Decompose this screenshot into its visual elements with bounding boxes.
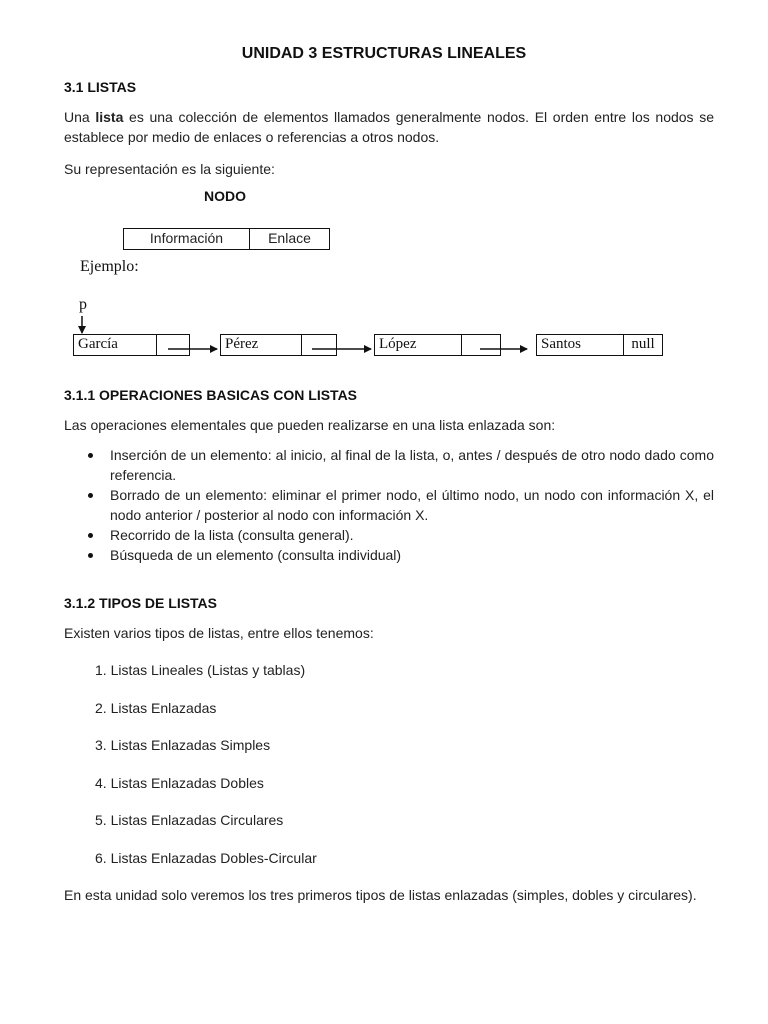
closing-paragraph: En esta unidad solo veremos los tres primeros tipos de listas enlazadas (simples, dobles y circulares).	[64, 887, 697, 903]
node-data: López	[379, 336, 417, 352]
list-item: Recorrido de la lista (consulta general).	[64, 525, 714, 545]
operations-list	[64, 445, 714, 565]
node-null-cell: null	[623, 335, 662, 355]
list-node-3	[374, 334, 501, 356]
node-link-cell	[156, 335, 189, 355]
representation-text: Su representación es la siguiente:	[64, 161, 275, 177]
list-item: 6. Listas Enlazadas Dobles-Circular	[95, 849, 317, 866]
document-title: UNIDAD 3 ESTRUCTURAS LINEALES	[241, 45, 527, 62]
list-item: 1. Listas Lineales (Listas y tablas)	[95, 662, 306, 678]
list-item: Inserción de un elemento: al inicio, al final de la lista, o, antes / después de otro nodo dado como referencia.	[64, 445, 714, 485]
definition-bold-term: lista	[95, 109, 124, 125]
definition-text-end: es una colección de elementos llamados generalmente nodos. El orden entre los nodos se establece por medio de enlaces o referencias a otros nodos.	[64, 109, 715, 145]
nodo-diagram-label: NODO	[204, 188, 246, 204]
pointer-variable-label: p	[79, 296, 87, 313]
nodo-link-field: Enlace	[268, 230, 311, 246]
types-intro: Existen varios tipos de listas, entre ellos tenemos:	[64, 625, 374, 641]
list-item: 3. Listas Enlazadas Simples	[95, 737, 271, 753]
operations-intro: Las operaciones elementales que pueden realizarse en una lista enlazada son:	[64, 417, 556, 433]
example-label: Ejemplo:	[80, 258, 139, 275]
node-data: García	[78, 336, 118, 352]
list-node-4	[536, 334, 663, 356]
nodo-info-field: Información	[124, 229, 250, 249]
list-item: Búsqueda de un elemento (consulta individual)	[64, 545, 714, 565]
node-link-cell	[301, 335, 336, 355]
list-item: 5. Listas Enlazadas Circulares	[95, 812, 284, 828]
list-item: Borrado de un elemento: eliminar el primer nodo, el último nodo, un nodo con información X, el nodo anterior / posterior al nodo con información X.	[64, 485, 714, 525]
node-link-cell	[461, 335, 500, 355]
node-data: Pérez	[225, 336, 259, 352]
section-3-1-1-heading: 3.1.1 OPERACIONES BASICAS CON LISTAS	[64, 387, 358, 403]
list-node-2	[220, 334, 337, 356]
node-data: Santos	[541, 336, 582, 352]
list-item: 4. Listas Enlazadas Dobles	[95, 774, 264, 791]
list-item: 2. Listas Enlazadas	[95, 699, 217, 716]
section-3-1-2-heading: 3.1.2 TIPOS DE LISTAS	[64, 595, 218, 611]
list-types	[64, 660, 317, 885]
definition-text-start: Una	[64, 109, 96, 125]
list-node-1	[73, 334, 190, 356]
section-3-1-heading: 3.1 LISTAS	[64, 79, 137, 95]
